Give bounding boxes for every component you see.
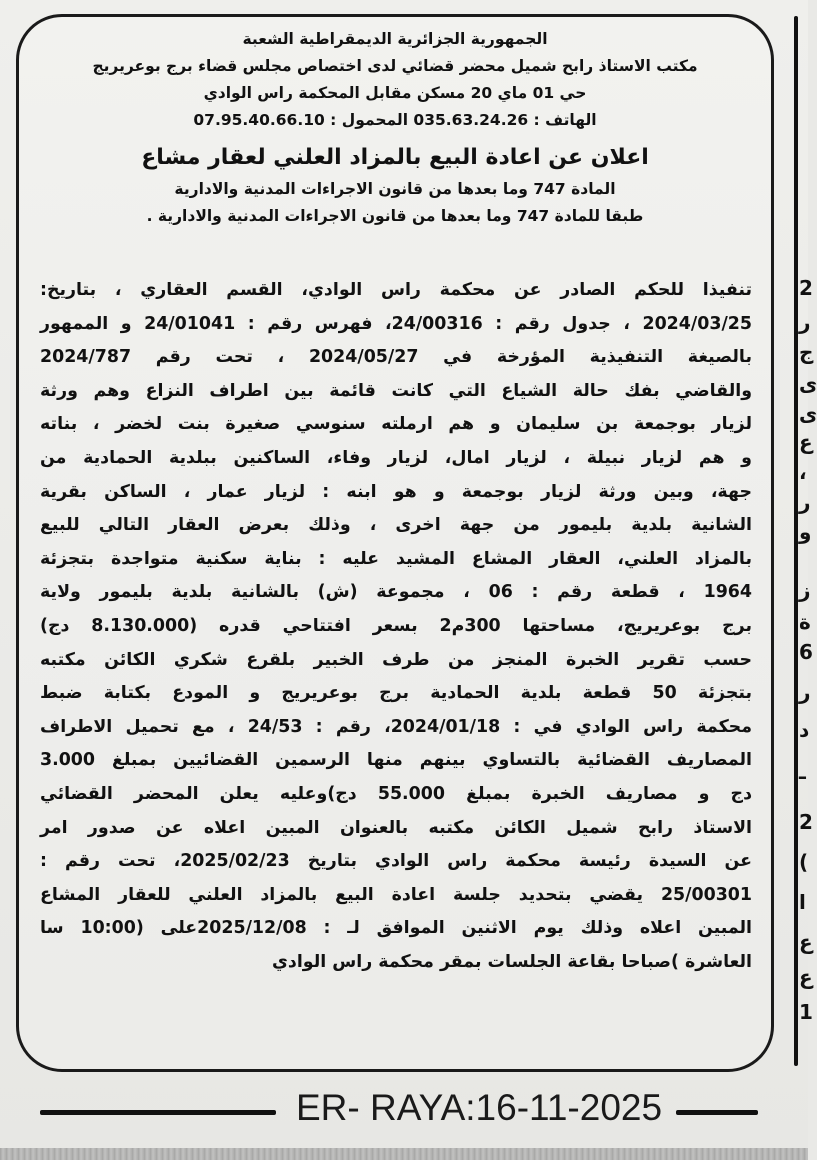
notice-header	[36, 26, 754, 230]
body-line: بالمزاد العلني، العقار المشاع المشيد عليه : بناية سكنية متواجدة بتجزئة	[40, 548, 752, 569]
body-line: جهة، وبين ورثة لزيار بوجمعة و هو ابنه : لزيار عمار ، الساكن بقرية	[40, 481, 752, 502]
body-line: و هم لزيار نبيلة ، لزيار امال، لزيار وفاء، الساكنين ببلدية الحمادية من	[40, 447, 752, 468]
phone-line: الهاتف : 035.63.24.26 المحمول : 07.95.40.66.10	[193, 111, 597, 129]
adjacent-glyph: (	[799, 850, 809, 874]
page-bottom-edge	[0, 1148, 808, 1160]
notice-title: اعلان عن اعادة البيع بالمزاد العلني لعقار مشاع	[141, 145, 649, 170]
adjacent-glyph: 6	[799, 640, 813, 664]
adjacent-glyph: ج	[799, 340, 814, 364]
footer-rule-left	[40, 1110, 276, 1115]
body-line: المبين اعلاه وذلك يوم الاثنين الموافق لـ : 2025/12/08على (10:00 سا	[40, 918, 752, 939]
body-line: 25/00301 يقضي بتحديد جلسة اعادة البيع بالمزاد العلني للعقار المشاع	[40, 884, 752, 905]
footer-rule-right	[676, 1110, 758, 1115]
body-line: محكمة راس الوادي في : 2024/01/18، رقم : 24/53 ، مع تحميل الاطراف	[40, 716, 752, 737]
adjacent-glyph: ر	[799, 490, 811, 514]
body-line: دج و مصاريف الخبرة بمبلغ 55.000 دج)وعليه يعلن المحضر القضائي	[40, 783, 752, 804]
adjacent-glyph: ز	[799, 578, 811, 602]
body-line: 1964 ، قطعة رقم : 06 ، مجموعة (ش) بالشانية بلدية بليمور ولاية	[40, 582, 752, 603]
address-line: حي 01 ماي 20 مسكن مقابل المحكمة راس الوادي	[203, 84, 587, 102]
body-line: والقاضي بفك حالة الشياع التي كانت قائمة بين اطراف النزاع وهم ورثة	[40, 380, 752, 401]
adjacent-column-edge	[784, 0, 817, 1160]
body-line: الاستاذ رابح شميل الكائن مكتبه بالعنوان المبين اعلاه عن صدور امر	[40, 817, 752, 838]
adjacent-column-rule	[794, 16, 798, 1066]
adjacent-glyph: ر	[799, 680, 811, 704]
body-line: بالصيغة التنفيذية المؤرخة في 2024/05/27 ، تحت رقم 2024/787	[40, 347, 752, 368]
adjacent-glyph: ة	[799, 610, 811, 634]
adjacent-glyph: 2	[799, 810, 813, 834]
adjacent-glyph: ع	[799, 430, 813, 454]
body-line: عن السيدة رئيسة محكمة راس الوادي بتاريخ 2025/02/23، تحت رقم :	[40, 851, 753, 872]
article-line: المادة 747 وما بعدها من قانون الاجراءات المدنية والادارية	[174, 180, 616, 198]
body-line: برج بوعريريج، مساحتها 300م2 بسعر افتتاحي قدره (8.130.000 دج)	[40, 615, 752, 636]
newspaper-stamp: ER- RAYA:16-11-2025	[296, 1087, 663, 1128]
republic-line: الجمهورية الجزائرية الديمقراطية الشعبة	[242, 30, 548, 48]
body-line: حسب تقرير الخبرة المنجز من طرف الخبير بلقرع شكري الكائن مكتبه	[40, 649, 752, 670]
adjacent-glyph: و	[799, 520, 812, 544]
office-line: مكتب الاستاذ رابح شميل محضر قضائي لدى اختصاص مجلس قضاء برج بوعريريج	[92, 57, 698, 75]
adjacent-glyph: ع	[799, 930, 813, 954]
adjacent-glyph: ر	[799, 310, 811, 334]
adjacent-glyph: 2	[799, 276, 813, 300]
legal-basis-line: طبقا للمادة 747 وما بعدها من قانون الاجراءات المدنية والادارية .	[146, 207, 644, 225]
body-line: الشانية بلدية بليمور من جهة اخرى ، وذلك بعرض العقار التالي للبيع	[40, 515, 752, 536]
adjacent-glyph: ى	[799, 372, 817, 396]
body-line: بتجزئة 50 قطعة بلدية الحمادية برج بوعريريج و المودع بكتابة ضبط	[40, 683, 752, 704]
body-line: العاشرة )صباحا بقاعة الجلسات بمقر محكمة راس الوادي	[271, 951, 752, 972]
notice-body	[40, 274, 752, 979]
adjacent-glyph: ـ	[799, 760, 806, 784]
adjacent-glyph: ع	[799, 965, 813, 989]
adjacent-glyph: 1	[799, 1000, 813, 1024]
adjacent-glyph: ا	[799, 890, 806, 914]
adjacent-glyph: ،	[799, 460, 807, 484]
body-line: المصاريف القضائية بالتساوي بينهم منها الرسمين القضائيين بمبلغ 3.000	[40, 750, 752, 771]
adjacent-glyph: د	[799, 718, 810, 742]
adjacent-glyph: ى	[799, 402, 817, 426]
body-line: تنفيذا للحكم الصادر عن محكمة راس الوادي، القسم العقاري ، بتاريخ:	[40, 280, 752, 300]
body-line: 2024/03/25 ، جدول رقم : 24/00316، فهرس رقم : 24/01041 و الممهور	[40, 313, 752, 334]
body-line: لزيار بوجمعة بن سليمان و هم ارملته سنوسي صغيرة بنت لخضر ، بناته	[40, 414, 752, 435]
